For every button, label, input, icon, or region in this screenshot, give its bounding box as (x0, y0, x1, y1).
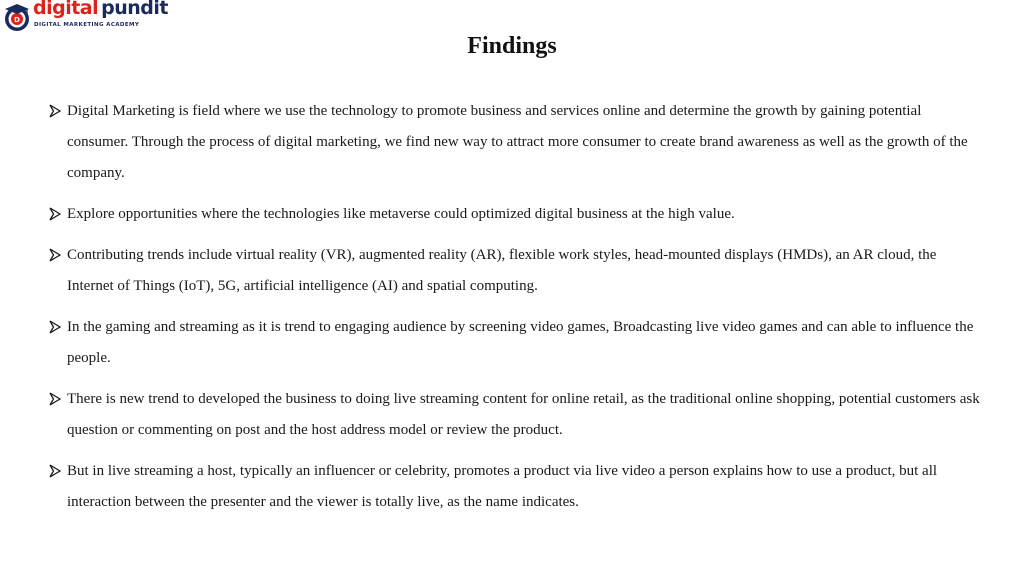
finding-text: Digital Marketing is field where we use the technology to promote business and services online and determine the growth by gaining potential consumer. Through the process of digital marketing, we find new way to attract more consumer to create brand awareness as well as the growth of the company. (67, 103, 968, 181)
finding-item-2 (48, 199, 984, 230)
brand-logo[interactable] (0, 0, 169, 34)
findings-list (48, 96, 984, 528)
finding-item-5 (48, 384, 984, 446)
finding-item-6 (48, 456, 984, 518)
arrowhead-bullet-icon (49, 464, 61, 478)
logo-word-pundit: pundit (101, 0, 169, 19)
arrowhead-bullet-icon (49, 207, 61, 221)
finding-item-4 (48, 312, 984, 374)
logo-word-digital: digital (33, 0, 99, 19)
logo-wordmark (33, 0, 168, 19)
finding-text: There is new trend to developed the business to doing live streaming content for online retail, as the traditional online shopping, potential customers ask question or commenting on post and the host address model or review the product. (67, 391, 980, 438)
finding-text: But in live streaming a host, typically an influencer or celebrity, promotes a product via live video a person explains how to use a product, but all interaction between the presenter and the viewer is totally live, as the name indicates. (67, 463, 938, 510)
arrowhead-bullet-icon (49, 320, 61, 334)
svg-text:D: D (14, 16, 20, 24)
finding-text: Contributing trends include virtual reality (VR), augmented reality (AR), flexible work styles, head-mounted displays (HMDs), an AR cloud, the Internet of Things (IoT), 5G, artificial intelligence (AI) and spatial computing. (67, 247, 937, 294)
logo-tagline: DIGITAL MARKETING ACADEMY (34, 22, 140, 28)
arrowhead-bullet-icon (49, 392, 61, 406)
slide-title: Findings (467, 33, 557, 59)
finding-item-1 (48, 96, 984, 189)
arrowhead-bullet-icon (49, 104, 61, 118)
finding-text: Explore opportunities where the technologies like metaverse could optimized digital business at the high value. (67, 206, 735, 222)
finding-text: In the gaming and streaming as it is trend to engaging audience by screening video games, Broadcasting live video games and can able to influence the people. (67, 319, 974, 366)
finding-item-3 (48, 240, 984, 302)
graduation-cap-logo-icon (2, 2, 32, 32)
arrowhead-bullet-icon (49, 248, 61, 262)
